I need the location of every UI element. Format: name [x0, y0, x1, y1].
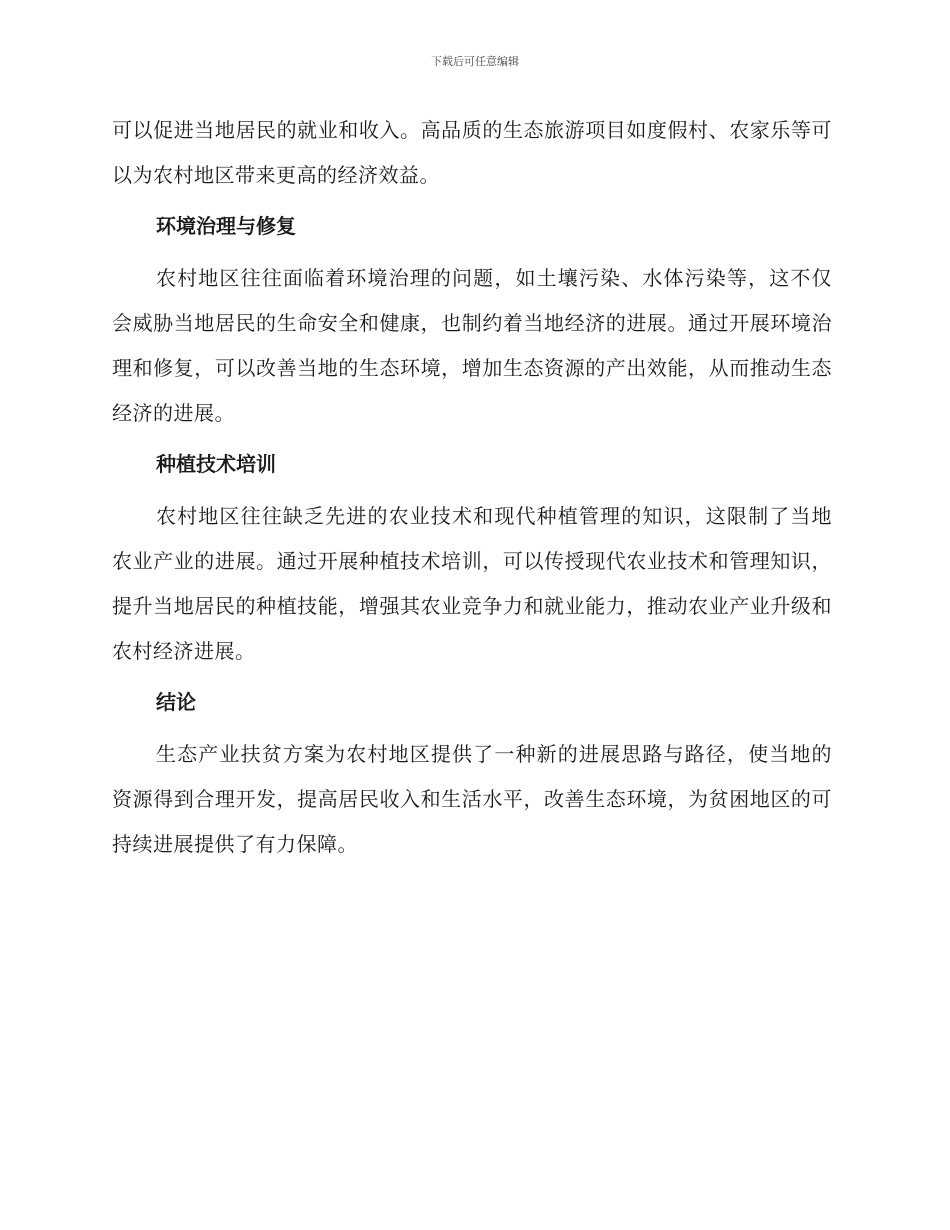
heading-conclusion: 结论: [156, 690, 196, 714]
training-paragraph: 农村地区往往缺乏先进的农业技术和现代种植管理的知识，这限制了当地农业产业的进展。通过开展种植技术培训，可以传授现代农业技术和管理知识，提升当地居民的种植技能，增强其农业竞争力和就业能力，推动农业产业升级和农村经济进展。: [112, 504, 832, 663]
conclusion-paragraph: 生态产业扶贫方案为农村地区提供了一种新的进展思路与路径，使当地的资源得到合理开发，提高居民收入和生活水平，改善生态环境，为贫困地区的可持续进展提供了有力保障。: [112, 742, 832, 856]
intro-paragraph: 可以促进当地居民的就业和收入。高品质的生态旅游项目如度假村、农家乐等可以为农村地区带来更高的经济效益。: [112, 118, 832, 187]
document-body: [112, 108, 832, 867]
environment-paragraph: 农村地区往往面临着环境治理的问题，如土壤污染、水体污染等，这不仅会威胁当地居民的生命安全和健康，也制约着当地经济的进展。通过开展环境治理和修复，可以改善当地的生态环境，增加生态资源的产出效能，从而推动生态经济的进展。: [112, 266, 832, 425]
heading-training: 种植技术培训: [156, 452, 276, 476]
page-header: 下载后可任意编辑: [431, 55, 519, 68]
heading-environment: 环境治理与修复: [156, 214, 296, 238]
